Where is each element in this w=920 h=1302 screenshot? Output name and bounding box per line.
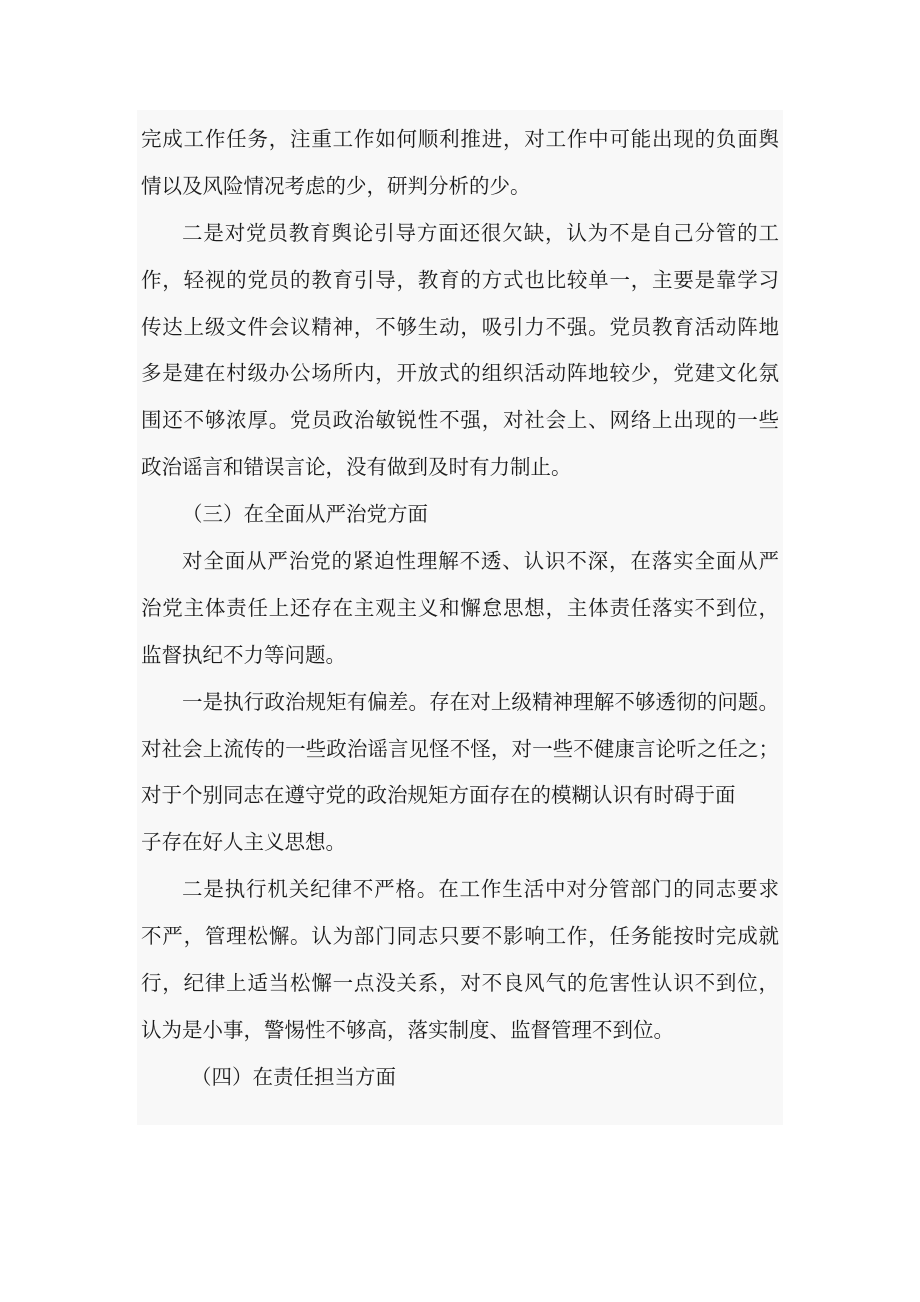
text-line-10: 对全面从严治党的紧迫性理解不透、认识不深，在落实全面从严 bbox=[182, 549, 779, 574]
text-line-19: 行，纪律上适当松懈一点没关系，对不良风气的危害性认识不到位， bbox=[141, 971, 779, 996]
text-line-17: 二是执行机关纪律不严格。在工作生活中对分管部门的同志要求 bbox=[182, 877, 779, 902]
document-body bbox=[137, 110, 783, 1125]
section-heading-3: （三）在全面从严治党方面 bbox=[182, 502, 428, 527]
text-line-13: 一是执行政治规矩有偏差。存在对上级精神理解不够透彻的问题。 bbox=[182, 689, 779, 714]
text-line-20: 认为是小事，警惕性不够高，落实制度、监督管理不到位。 bbox=[141, 1017, 674, 1042]
text-line-6: 多是建在村级办公场所内，开放式的组织活动阵地较少，党建文化氛 bbox=[141, 361, 779, 386]
section-heading-4: （四）在责任担当方面 bbox=[191, 1064, 396, 1089]
text-line-4: 作，轻视的党员的教育引导，教育的方式也比较单一，主要是靠学习 bbox=[141, 267, 779, 292]
text-line-15: 对于个别同志在遵守党的政治规矩方面存在的模糊认识有时碍于面 bbox=[141, 783, 736, 808]
text-line-7: 围还不够浓厚。党员政治敏锐性不强，对社会上、网络上出现的一些 bbox=[141, 408, 779, 433]
text-line-18: 不严，管理松懈。认为部门同志只要不影响工作，任务能按时完成就 bbox=[141, 924, 779, 949]
text-line-2: 情以及风险情况考虑的少，研判分析的少。 bbox=[141, 173, 531, 198]
text-line-1: 完成工作任务，注重工作如何顺利推进，对工作中可能出现的负面舆 bbox=[141, 127, 779, 151]
text-line-12: 监督执纪不力等问题。 bbox=[141, 642, 346, 667]
text-line-14: 对社会上流传的一些政治谣言见怪不怪，对一些不健康言论听之任之； bbox=[141, 736, 779, 761]
text-line-5: 传达上级文件会议精神，不够生动，吸引力不强。党员教育活动阵地 bbox=[141, 314, 779, 339]
text-line-3: 二是对党员教育舆论引导方面还很欠缺，认为不是自己分管的工 bbox=[182, 220, 779, 245]
text-line-16: 子存在好人主义思想。 bbox=[141, 830, 346, 855]
text-line-11: 治党主体责任上还存在主观主义和懈怠思想，主体责任落实不到位， bbox=[141, 595, 779, 620]
text-line-8: 政治谣言和错误言论，没有做到及时有力制止。 bbox=[141, 455, 572, 480]
